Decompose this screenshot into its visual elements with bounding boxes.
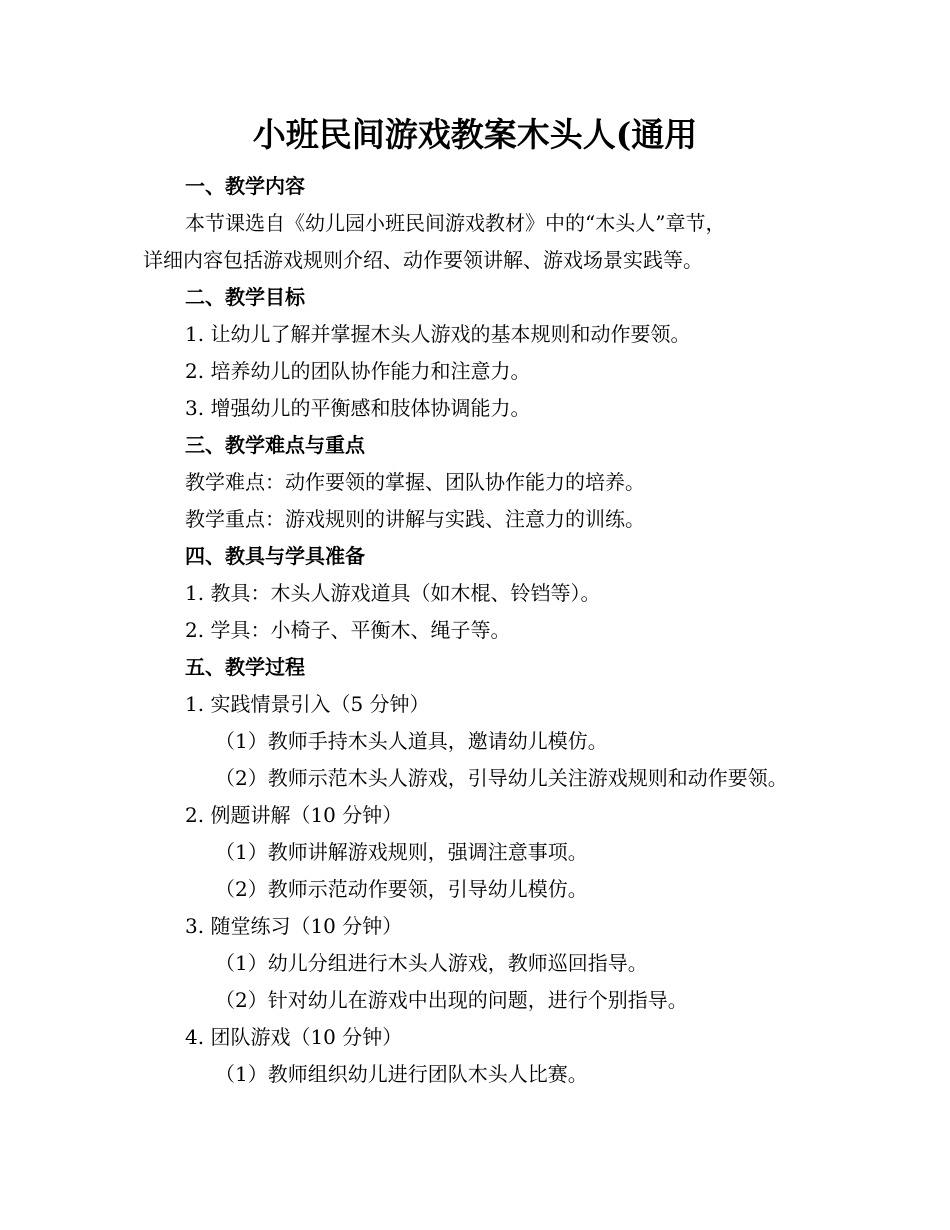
sub-item: （1）幼儿分组进行木头人游戏，教师巡回指导。 [215, 951, 648, 975]
list-item: 教学重点：游戏规则的讲解与实践、注意力的训练。 [185, 507, 645, 531]
sub-item: （1）教师手持木头人道具，邀请幼儿模仿。 [215, 729, 608, 753]
paragraph-line: 本节课选自《幼儿园小班民间游戏教材》中的“木头人”章节， [185, 211, 726, 235]
list-item: 4. 团队游戏（10 分钟） [185, 1025, 403, 1049]
sub-item: （2）教师示范动作要领，引导幼儿模仿。 [215, 877, 588, 901]
sub-item: （2）教师示范木头人游戏，引导幼儿关注游戏规则和动作要领。 [215, 766, 788, 790]
section-heading-content: 一、教学内容 [185, 174, 305, 198]
list-item: 3. 随堂练习（10 分钟） [185, 914, 403, 938]
section-heading-materials: 四、教具与学具准备 [185, 544, 365, 568]
section-heading-difficulties: 三、教学难点与重点 [185, 433, 365, 457]
section-heading-objectives: 二、教学目标 [185, 285, 305, 309]
list-item: 教学难点：动作要领的掌握、团队协作能力的培养。 [185, 470, 645, 494]
sub-item: （2）针对幼儿在游戏中出现的问题，进行个别指导。 [215, 988, 688, 1012]
list-item: 2. 培养幼儿的团队协作能力和注意力。 [185, 359, 531, 383]
document-title: 小班民间游戏教案木头人(通用 [252, 115, 698, 154]
list-item: 1. 让幼儿了解并掌握木头人游戏的基本规则和动作要领。 [185, 322, 691, 346]
section-heading-process: 五、教学过程 [185, 655, 305, 679]
list-item: 2. 学具：小椅子、平衡木、绳子等。 [185, 618, 511, 642]
list-item: 3. 增强幼儿的平衡感和肢体协调能力。 [185, 396, 531, 420]
list-item: 1. 实践情景引入（5 分钟） [185, 692, 430, 716]
list-item: 1. 教具：木头人游戏道具（如木棍、铃铛等）。 [185, 581, 601, 605]
paragraph-line: 详细内容包括游戏规则介绍、动作要领讲解、游戏场景实践等。 [143, 248, 703, 272]
sub-item: （1）教师组织幼儿进行团队木头人比赛。 [215, 1062, 588, 1086]
list-item: 2. 例题讲解（10 分钟） [185, 803, 403, 827]
sub-item: （1）教师讲解游戏规则，强调注意事项。 [215, 840, 588, 864]
